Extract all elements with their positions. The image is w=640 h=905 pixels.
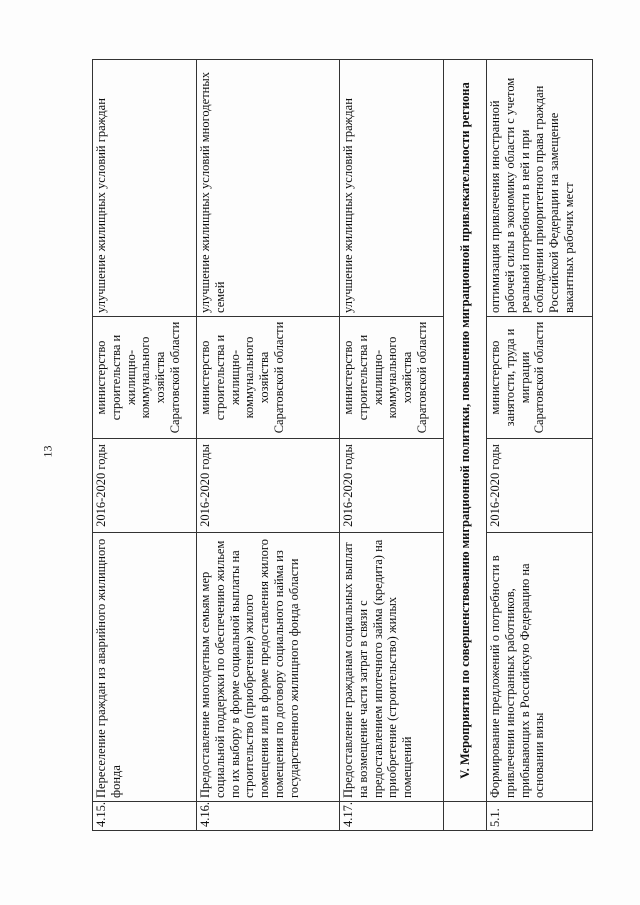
section-spacer-cell: [444, 802, 487, 831]
page-number: 13: [40, 445, 55, 458]
result-cell: улучшение жилищных условий граждан: [340, 60, 444, 317]
period-cell: 2016-2020 годы: [487, 439, 593, 533]
result-cell: оптимизация привлечения иностранной рабочей силы в экономику области с учетом реальной потребности в ней и при соблюдении приоритетного права граждан Российской Федерации на замещение вакантных рабочих мест: [487, 60, 593, 317]
executor-cell: министерство строительства и жилищно-коммунального хозяйства Саратовской области: [340, 317, 444, 439]
section-header-row: [444, 60, 487, 831]
result-cell: улучшение жилищных условий граждан: [93, 60, 197, 317]
table-area: [92, 65, 604, 831]
row-number: 4.16.: [197, 802, 340, 831]
measure-text: Переселение граждан из аварийного жилищного фонда: [93, 533, 197, 802]
period-cell: 2016-2020 годы: [93, 439, 197, 533]
measure-text: Предоставление гражданам социальных выплат на возмещение части затрат в связи с предоставлением ипотечного займа (кредита) на приобретение (строительство) жилых помещений: [340, 533, 444, 802]
table-row: [340, 60, 444, 831]
result-cell: улучшение жилищных условий многодетных семей: [197, 60, 340, 317]
period-cell: 2016-2020 годы: [197, 439, 340, 533]
table-row: [197, 60, 340, 831]
executor-cell: министерство строительства и жилищно-коммунального хозяйства Саратовской области: [93, 317, 197, 439]
table-row: [93, 60, 197, 831]
period-cell: 2016-2020 годы: [340, 439, 444, 533]
section-title: V. Мероприятия по совершенствованию миграционной политики, повышению миграционной привлекательности региона: [444, 60, 487, 802]
table-row: [487, 60, 593, 831]
row-number: 5.1.: [487, 802, 593, 831]
rotated-table-frame: [92, 65, 604, 831]
measures-table: [92, 59, 593, 831]
executor-cell: министерство занятости, труда и миграции Саратовской области: [487, 317, 593, 439]
executor-cell: министерство строительства и жилищно-коммунального хозяйства Саратовской области: [197, 317, 340, 439]
measure-text: Формирование предложений о потребности в привлечении иностранных работников, прибывающих в Российскую Федерацию на основании визы: [487, 533, 593, 802]
row-number: 4.15.: [93, 802, 197, 831]
measure-text: Предоставление многодетным семьям мер социальной поддержки по обеспечению жильем по их выбору в форме социальной выплаты на строительство (приобретение) жилого помещения или в форме предоставления жилого помещения по договору социального найма из государственного жилищного фонда области: [197, 533, 340, 802]
row-number: 4.17.: [340, 802, 444, 831]
